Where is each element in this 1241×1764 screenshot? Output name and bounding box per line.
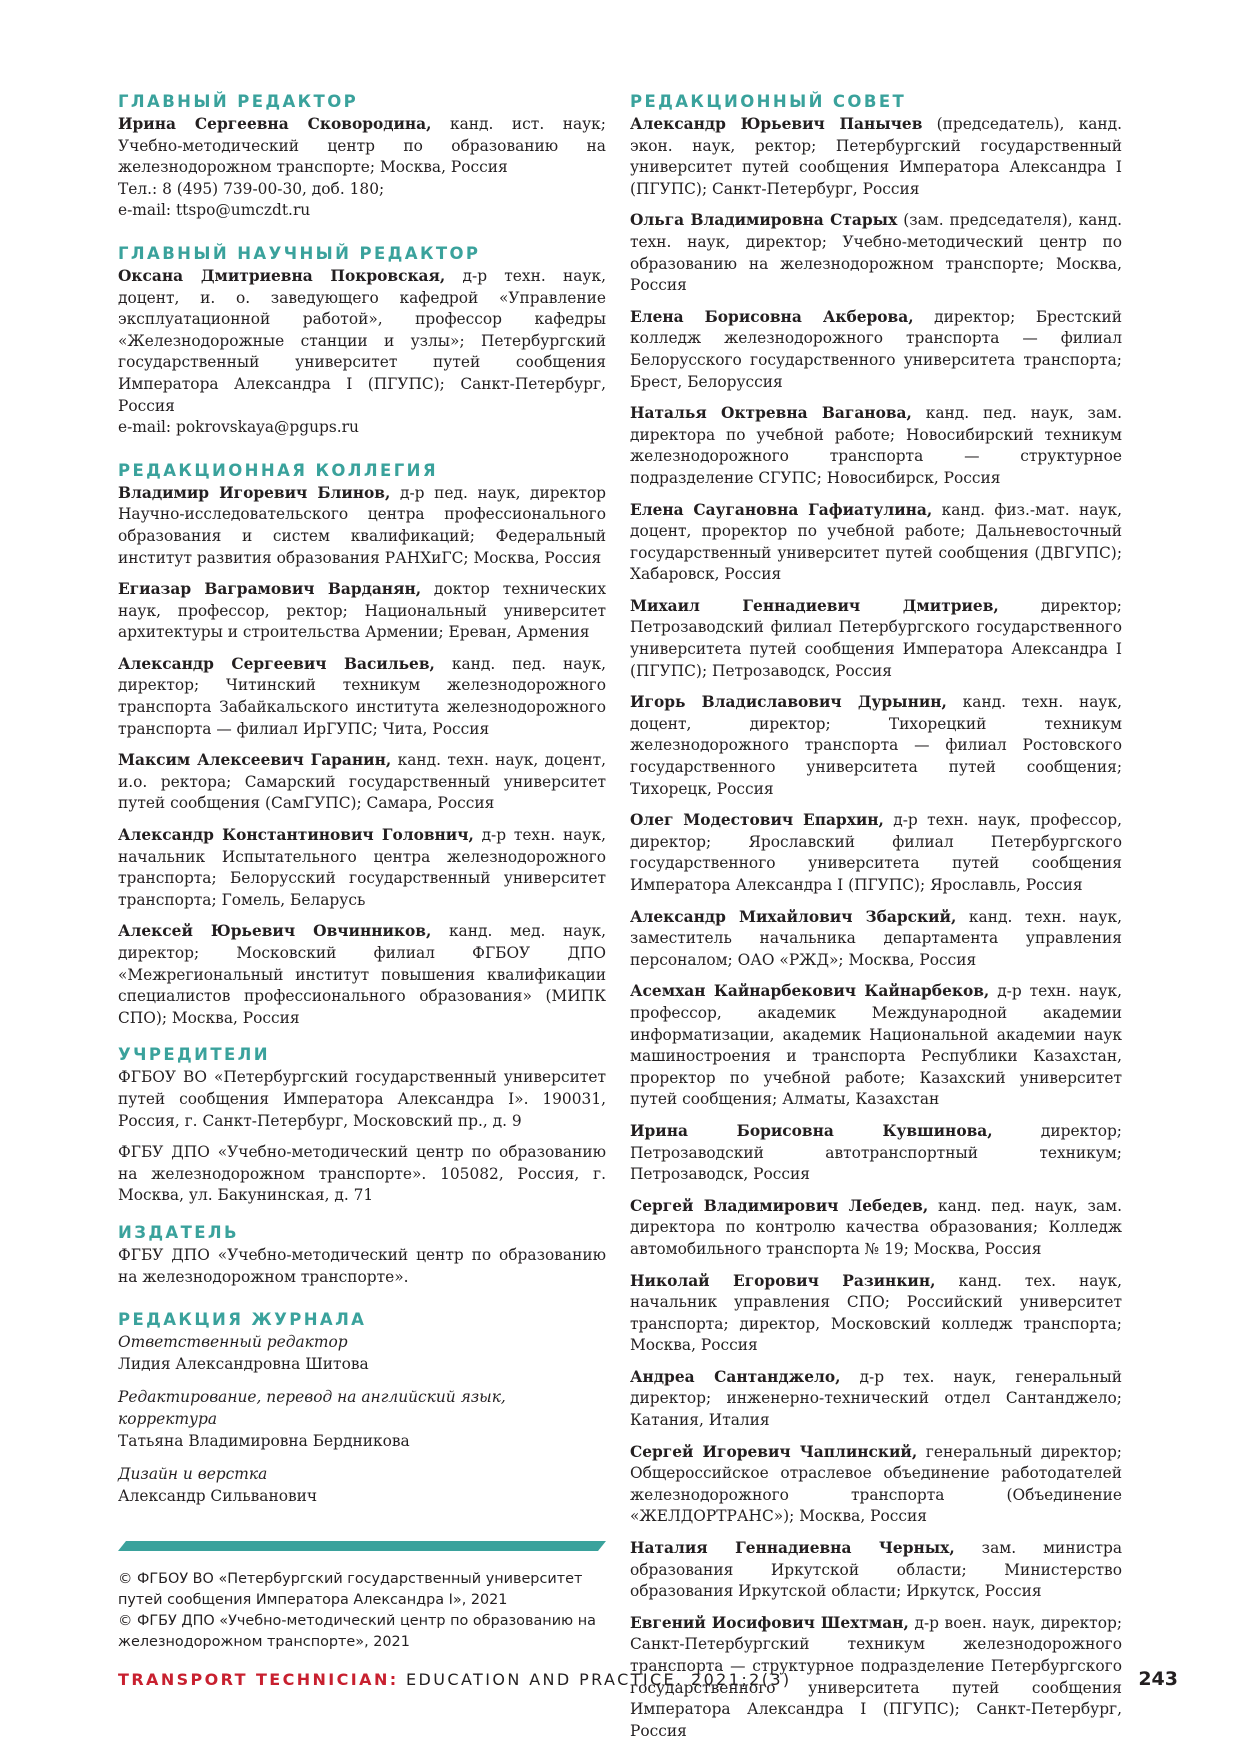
person-details: д-р техн. наук, доцент, и. о. заведующего кафедрой «Управление эксплуатационной работой», профессор кафедры «Железнодорожные станции и узлы»; Петербургский государственный университет путей сообщения Императора Александра I (ПГУПС); Санкт-Петербург, Россия [118, 266, 606, 415]
list-item [118, 483, 606, 569]
person-details: канд. техн. наук, доцент, директор; Тихорецкий техникум железнодорожного транспорта — филиал Ростовского государственного университета путей сообщения; Тихорецк, Россия [630, 693, 1122, 798]
journal-title-bold: TRANSPORT TECHNICIAN: [118, 1670, 399, 1689]
list-item [630, 403, 1122, 489]
person-name: Владимир Игоревич Блинов, [118, 483, 391, 502]
list-item [630, 1121, 1122, 1186]
person-name: Андреа Сантанджело, [630, 1367, 841, 1386]
person-name: Ирина Борисовна Кувшинова, [630, 1121, 993, 1140]
list-item [630, 692, 1122, 800]
person-name: Максим Алексеевич Гаранин, [118, 751, 392, 770]
person-name: Александр Михайлович Збарский, [630, 907, 957, 926]
divider-bar [118, 1541, 606, 1551]
person-details: канд. тех. наук, начальник управления СПО; Российский университет транспорта; директор, Московский колледж транспорта; Москва, Россия [630, 1271, 1123, 1355]
person-details: генеральный директор; Общероссийское отраслевое объединение работодателей железнодорожного транспорта (Объединение «ЖЕЛДОРТРАНС»); Москва, Россия [630, 1442, 1122, 1526]
section-heading: РЕДАКЦИОННЫЙ СОВЕТ [630, 92, 907, 111]
left-column [118, 92, 606, 1653]
list-item [630, 981, 1122, 1111]
list-item [630, 210, 1122, 296]
person-details: канд. пед. наук, зам. директора по контролю качества образования; Колледж автомобильного транспорта № 19; Москва, Россия [630, 1196, 1122, 1258]
publisher-text: ФГБУ ДПО «Учебно-методический центр по образованию на железнодорожном транспорте». [118, 1245, 606, 1286]
list-item [630, 1271, 1122, 1357]
person-name: Егиазар Ваграмович Варданян, [118, 580, 422, 599]
person-name: Елена Саугановна Гафиатулина, [630, 500, 933, 519]
person-name: Наталия Геннадиевна Черных, [630, 1539, 955, 1558]
journal-title-rest: EDUCATION AND PRACTICE. 2021;2(3) [398, 1670, 792, 1689]
chief-editor-section [118, 92, 606, 222]
page-number: 243 [1138, 1668, 1178, 1690]
list-item [630, 810, 1122, 896]
copyright-line: © ФГБОУ ВО «Петербургский государственный университет путей сообщения Императора Александра I», 2021 [118, 1571, 583, 1609]
person-name: Александр Юрьевич Панычев [630, 115, 923, 133]
list-item [630, 907, 1122, 972]
person-name: Ирина Сергеевна Сковородина, [118, 115, 432, 133]
section-heading: ИЗДАТЕЛЬ [118, 1222, 240, 1242]
person-details: зам. министра образования Иркутской области; Министерство образования Иркутской области; Иркутск, Россия [630, 1539, 1122, 1601]
list-item [630, 1367, 1122, 1432]
phone: Тел.: 8 (495) 739-00-30, доб. 180; [118, 179, 385, 198]
person-name: Николай Егорович Разинкин, [630, 1271, 936, 1290]
person-details: канд. техн. наук, заместитель начальника департамента управления персоналом; ОАО «РЖД»; Москва, Россия [630, 907, 1122, 969]
person-name: Михаил Геннадиевич Дмитриев, [630, 596, 999, 615]
person-name: Александр Константинович Головнич, [118, 826, 474, 845]
person-details: д-р воен. наук, директор; Санкт-Петербургский техникум железнодорожного транспорта — структурное подразделение Петербургского государственного университета путей сообщения Императора Александра I (ПГУПС); Санкт-Петербург, Россия [630, 1613, 1123, 1740]
person-details: канд. ист. наук; Учебно-методический центр по образованию на железнодорожном транспорте; Москва, Россия [118, 115, 606, 177]
copyright-line: © ФГБУ ДПО «Учебно-методический центр по образованию на железнодорожном транспорте», 2021 [118, 1613, 596, 1651]
editorial-office-section [118, 1310, 606, 1507]
list-item [630, 114, 1122, 200]
person-name: Наталья Октревна Ваганова, [630, 404, 912, 423]
person-details: д-р тех. наук, генеральный директор; инженерно-технический отдел Сантанджело; Катания, Италия [630, 1367, 1122, 1430]
person-details: доктор технических наук, профессор, ректор; Национальный университет архитектуры и строительства Армении; Ереван, Армения [118, 580, 606, 642]
person-name: Ольга Владимировна Старых [630, 211, 898, 230]
person-name: Евгений Иосифович Шехтман, [630, 1613, 909, 1632]
founder-item: ФГБУ ДПО «Учебно-методический центр по образованию на железнодорожном транспорте». 105082, Россия, г. Москва, ул. Бакунинская, д. 71 [118, 1143, 606, 1205]
list-item [118, 579, 606, 644]
list-item [630, 1538, 1122, 1603]
person-name: Сергей Игоревич Чаплинский, [630, 1442, 918, 1461]
person-details: директор; Петрозаводский автотранспортный техникум; Петрозаводск, Россия [630, 1121, 1122, 1184]
list-item [630, 1196, 1122, 1261]
person-name: Елена Борисовна Акберова, [630, 307, 914, 326]
person-details: канд. мед. наук, директор; Московский филиал ФГБОУ ДПО «Межрегиональный институт повышения квалификации специалистов профессионального образования» (МИПК СПО); Москва, Россия [118, 922, 606, 1027]
person-name: Алексей Юрьевич Овчинников, [118, 922, 432, 941]
role-title: Дизайн и верстка [118, 1465, 268, 1484]
person-details: д-р техн. наук, профессор, директор; Ярославский филиал Петербургского государственного университета путей сообщения Императора Александра I (ПГУПС); Ярославль, Россия [630, 811, 1122, 894]
person-details: канд. пед. наук, директор; Читинский техникум железнодорожного транспорта Забайкальского института железнодорожного транспорта — филиал ИрГУПС; Чита, Россия [118, 654, 606, 738]
person-name: Игорь Владиславович Дурынин, [630, 693, 947, 712]
list-item [118, 825, 606, 911]
role-person: Лидия Александровна Шитова [118, 1354, 369, 1373]
chief-editor-entry [118, 114, 606, 179]
page-footer [118, 1670, 1178, 1694]
founders-section [118, 1045, 606, 1207]
role-person: Татьяна Владимировна Бердникова [118, 1431, 410, 1450]
person-details: канд. пед. наук, зам. директора по учебной работе; Новосибирский техникум железнодорожного транспорта — структурное подразделение СГУПС; Новосибирск, Россия [630, 404, 1122, 487]
person-name: Сергей Владимирович Лебедев, [630, 1196, 929, 1215]
role-title: Редактирование, перевод на английский язык, корректура [118, 1388, 506, 1428]
right-column [630, 92, 1122, 1764]
role-title: Ответственный редактор [118, 1333, 348, 1352]
list-item [630, 596, 1122, 682]
person-details: (председатель), канд. экон. наук, ректор; Петербургский государственный университет путей сообщения Императора Александра I (ПГУПС); Санкт-Петербург, Россия [630, 115, 1122, 198]
publisher-section [118, 1223, 606, 1288]
person-details: канд. физ.-мат. наук, доцент, проректор по учебной работе; Дальневосточный государственный университет путей сообщения (ДВГУПС); Хабаровск, Россия [630, 500, 1122, 584]
section-heading: УЧРЕДИТЕЛИ [118, 1045, 270, 1065]
section-heading: ГЛАВНЫЙ НАУЧНЫЙ РЕДАКТОР [118, 243, 481, 263]
list-item [630, 500, 1122, 586]
person-name: Александр Сергеевич Васильев, [118, 654, 435, 673]
section-heading: РЕДАКЦИЯ ЖУРНАЛА [118, 1310, 367, 1330]
person-name: Олег Модестович Епархин, [630, 811, 884, 830]
science-editor-entry [118, 266, 606, 417]
editorial-council-section [630, 92, 1122, 1742]
person-details: д-р пед. наук, директор Научно-исследовательского центра профессионального образования и систем квалификаций; Федеральный институт развития образования РАНХиГС; Москва, Россия [118, 483, 607, 567]
person-details: директор; Петрозаводский филиал Петербургского государственного университета путей сообщения Императора Александра I (ПГУПС); Петрозаводск, Россия [630, 596, 1122, 680]
email: e-mail: ttspo@umczdt.ru [118, 201, 311, 220]
list-item [118, 750, 606, 815]
person-details: директор; Брестский колледж железнодорожного транспорта — филиал Белорусского государственного университета транспорта; Брест, Белоруссия [630, 307, 1123, 391]
list-item [630, 307, 1122, 393]
person-details: (зам. председателя), канд. техн. наук, директор; Учебно-методический центр по образованию на железнодорожном транспорте; Москва, Россия [630, 211, 1122, 295]
section-heading: РЕДАКЦИОННАЯ КОЛЛЕГИЯ [118, 460, 438, 480]
science-editor-section [118, 244, 606, 439]
person-name: Асемхан Кайнарбекович Кайнарбеков, [630, 982, 990, 1001]
editorial-board-section [118, 461, 606, 1030]
list-item [118, 654, 606, 740]
founder-item: ФГБОУ ВО «Петербургский государственный университет путей сообщения Императора Александра I». 190031, Россия, г. Санкт-Петербург, Московский пр., д. 9 [118, 1068, 606, 1130]
email: e-mail: pokrovskaya@pgups.ru [118, 418, 359, 437]
role-person: Александр Сильванович [118, 1486, 318, 1505]
journal-title [118, 1670, 792, 1689]
list-item [630, 1442, 1122, 1528]
list-item [118, 921, 606, 1029]
section-heading: ГЛАВНЫЙ РЕДАКТОР [118, 92, 359, 111]
person-details: д-р техн. наук, профессор, академик Международной академии информатизации, академик Национальной академии наук машиностроения и транспорта Республики Казахстан, проректор по учебной работе; Казахский университет путей сообщения; Алматы, Казахстан [630, 982, 1122, 1109]
person-name: Оксана Дмитриевна Покровская, [118, 266, 446, 285]
person-details: канд. техн. наук, доцент, и.о. ректора; Самарский государственный университет путей сообщения (СамГУПС); Самара, Россия [118, 751, 606, 813]
person-details: д-р техн. наук, начальник Испытательного центра железнодорожного транспорта; Белорусский государственный университет транспорта; Гомель, Беларусь [118, 826, 606, 909]
